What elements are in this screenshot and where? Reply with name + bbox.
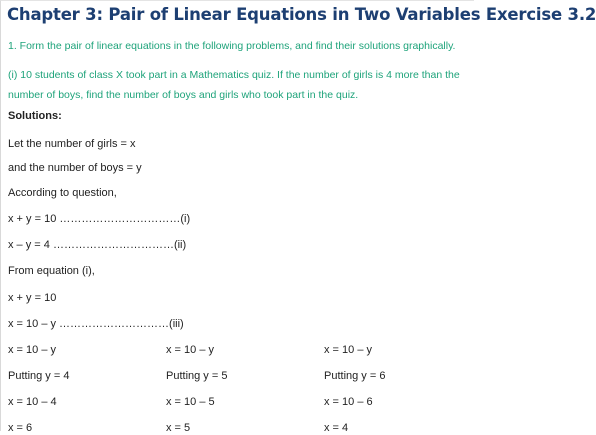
table-cell: x = 5 (166, 422, 191, 434)
question-part-i: (i) 10 students of class X took part in a Mathematics quiz. If the number of girls is 4 more than the number of boys, find the number of boys and girls who took part in the quiz. (8, 69, 460, 101)
solution-line: From equation (i), (8, 265, 95, 277)
solution-line: x + y = 10 (8, 292, 57, 304)
table-cell: x = 10 – y (8, 344, 57, 356)
table-cell: x = 10 – 6 (324, 396, 373, 408)
equation-ii: x – y = 4 ……………………………(ii) (8, 239, 187, 251)
table-cell: x = 10 – y (166, 344, 215, 356)
solution-line: Let the number of girls = x (8, 138, 136, 150)
equation-iii: x = 10 – y …………………………(iii) (8, 318, 184, 330)
solutions-label: Solutions: (8, 110, 62, 122)
solution-line: According to question, (8, 187, 117, 199)
table-cell: x = 10 – 5 (166, 396, 215, 408)
table-cell: Putting y = 4 (8, 370, 70, 382)
page-title: Chapter 3: Pair of Linear Equations in Two Variables Exercise 3.2 (7, 5, 596, 24)
equation-i: x + y = 10 ……………………………(i) (8, 213, 191, 225)
table-cell: x = 6 (8, 422, 33, 434)
table-cell: Putting y = 6 (324, 370, 386, 382)
table-cell: x = 4 (324, 422, 349, 434)
solution-line: and the number of boys = y (8, 162, 142, 174)
table-cell: x = 10 – 4 (8, 396, 57, 408)
question-text: 1. Form the pair of linear equations in the following problems, and find their solutions graphically. (8, 40, 456, 52)
table-cell: x = 10 – y (324, 344, 373, 356)
table-cell: Putting y = 5 (166, 370, 228, 382)
